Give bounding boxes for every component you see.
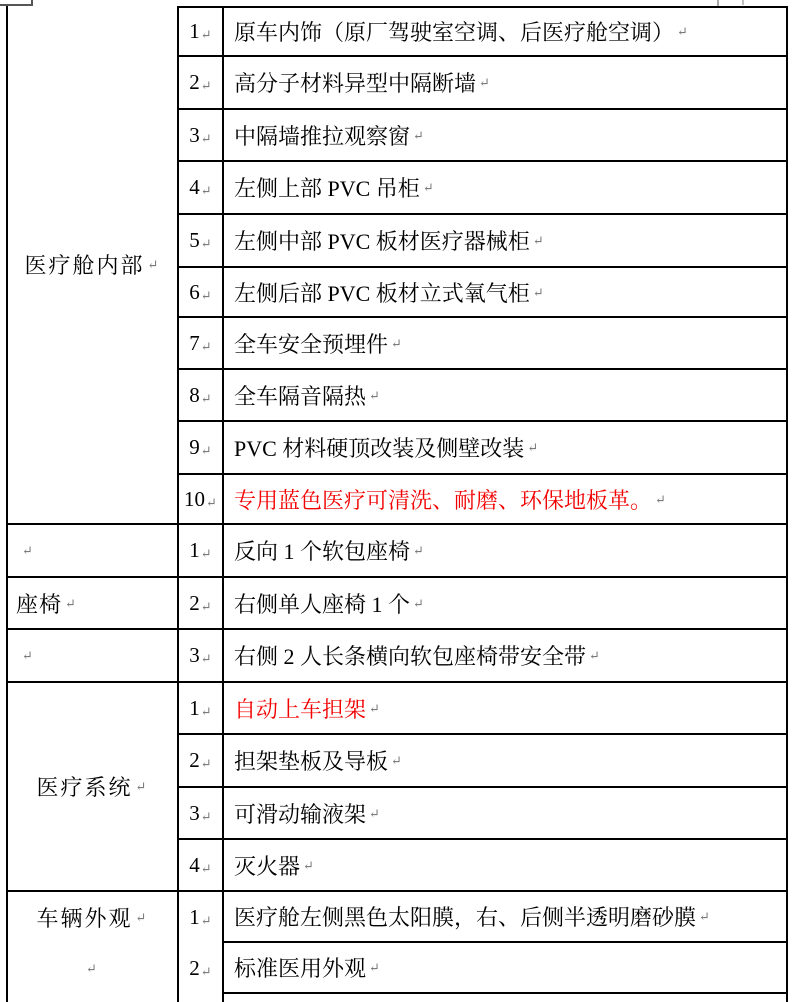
paragraph-mark-icon: ↵ xyxy=(200,598,212,614)
row-content[interactable]: PVC 材料硬顶改装及侧壁改装 ↵ xyxy=(234,436,539,461)
row-number[interactable]: 9 ↵ xyxy=(179,422,224,473)
paragraph-mark-icon: ↵ xyxy=(200,236,212,251)
paragraph-mark-icon: ↵ xyxy=(22,648,34,663)
paragraph-mark-icon: ↵ xyxy=(135,910,149,925)
paragraph-mark-icon: ↵ xyxy=(369,960,380,975)
row-content[interactable]: 右侧 2 人长条横向软包座椅带安全带 ↵ xyxy=(234,644,600,669)
row-number[interactable]: 5 ↵ xyxy=(179,215,224,266)
paragraph-mark-icon: ↵ xyxy=(655,491,666,507)
row-content[interactable]: 右侧单人座椅 1 个 ↵ xyxy=(234,591,424,617)
table-row-cutoff xyxy=(179,994,786,1002)
row-number[interactable]: 3 ↵ xyxy=(179,788,224,838)
paragraph-mark-icon: ↵ xyxy=(200,546,212,561)
highlighted-text: 自动上车担架 xyxy=(234,696,367,722)
paragraph-mark-icon: ↵ xyxy=(200,703,212,719)
row-content[interactable]: 医疗舱左侧黑色太阳膜，右、后侧半透明磨砂膜 ↵ xyxy=(224,892,786,943)
paragraph-mark-icon: ↵ xyxy=(200,808,212,824)
paragraph-mark-icon: ↵ xyxy=(589,648,600,663)
row-number[interactable]: 4 ↵ xyxy=(179,840,224,890)
row-number[interactable]: 4 ↵ xyxy=(179,162,224,213)
paragraph-mark-icon: ↵ xyxy=(369,805,380,821)
table-row xyxy=(179,268,786,318)
row-number[interactable]: 6 ↵ xyxy=(179,268,224,316)
paragraph-mark-icon: ↵ xyxy=(527,440,539,455)
row-number[interactable]: 1 ↵ xyxy=(179,892,224,943)
table-row xyxy=(179,8,786,57)
paragraph-mark-icon: ↵ xyxy=(391,753,402,768)
row-content[interactable]: 担架垫板及导板 ↵ xyxy=(234,749,402,774)
table-row xyxy=(179,840,786,890)
paragraph-mark-icon: ↵ xyxy=(200,130,212,146)
row-content[interactable]: 标准医用外观 ↵ xyxy=(224,943,786,994)
paragraph-mark-icon: ↵ xyxy=(699,909,710,924)
row-number[interactable]: 10 ↵ xyxy=(179,475,224,523)
paragraph-mark-icon: ↵ xyxy=(65,595,77,611)
paragraph-mark-icon: ↵ xyxy=(369,387,380,403)
row-number[interactable]: 1 ↵ xyxy=(179,525,224,576)
paragraph-mark-icon: ↵ xyxy=(200,338,212,354)
category-cell-seats[interactable] xyxy=(8,578,179,628)
row-content[interactable]: 全车安全预埋件 ↵ xyxy=(234,331,402,357)
row-number[interactable]: 1 ↵ xyxy=(179,8,224,55)
row-number[interactable]: 3 ↵ xyxy=(179,630,224,681)
paragraph-mark-icon: ↵ xyxy=(369,700,380,716)
table-row xyxy=(179,943,786,994)
row-number[interactable]: 3 ↵ xyxy=(179,110,224,160)
section-vehicle-exterior xyxy=(8,892,786,1002)
row-content[interactable]: 左侧后部 PVC 板材立式氧气柜 ↵ xyxy=(234,280,544,306)
paragraph-mark-icon: ↵ xyxy=(413,595,424,611)
table-row xyxy=(179,370,786,422)
row-number[interactable]: 2 ↵ xyxy=(179,943,224,994)
paragraph-mark-icon: ↵ xyxy=(479,75,490,90)
row-content[interactable]: 原车内饰（原厂驾驶室空调、后医疗舱空调） ↵ xyxy=(234,20,688,45)
row-number[interactable]: 1 ↵ xyxy=(179,683,224,733)
table-row xyxy=(179,110,786,162)
paragraph-mark-icon: ↵ xyxy=(413,127,424,143)
category-cell-medical-system[interactable] xyxy=(8,683,179,890)
table-row xyxy=(179,57,786,110)
paragraph-mark-icon: ↵ xyxy=(200,390,212,406)
row-content[interactable]: 可滑动输液架 ↵ xyxy=(234,801,380,827)
paragraph-mark-icon: ↵ xyxy=(391,335,402,351)
table-row xyxy=(179,735,786,788)
row-content[interactable]: 左侧上部 PVC 吊柜 ↵ xyxy=(234,176,434,201)
highlighted-text: 专用蓝色医疗可清洗、耐磨、环保地板革。 xyxy=(234,487,653,513)
paragraph-mark-icon: ↵ xyxy=(200,183,212,198)
row-content[interactable]: 灭火器 ↵ xyxy=(234,853,314,879)
table-row xyxy=(179,215,786,268)
row-content[interactable]: 全车隔音隔热 ↵ xyxy=(234,383,380,409)
category-cell-empty[interactable] xyxy=(8,525,179,576)
paragraph-mark-icon: ↵ xyxy=(677,24,688,39)
table-row xyxy=(179,892,786,943)
paragraph-mark-icon: ↵ xyxy=(22,543,34,558)
paragraph-mark-icon: ↵ xyxy=(86,961,99,976)
paragraph-mark-icon: ↵ xyxy=(422,180,434,195)
category-cell-empty[interactable] xyxy=(8,630,179,681)
row-content[interactable]: 中隔墙推拉观察窗 ↵ xyxy=(234,123,424,149)
category-label: 座椅 xyxy=(16,591,63,617)
table-row xyxy=(179,683,786,735)
paragraph-mark-icon: ↵ xyxy=(200,287,212,303)
category-label: 医疗舱内部 xyxy=(24,253,145,278)
section-seats-row xyxy=(8,525,786,578)
paragraph-mark-icon: ↵ xyxy=(413,543,424,558)
row-number[interactable]: 2 ↵ xyxy=(179,735,224,786)
paragraph-mark-icon: ↵ xyxy=(532,233,544,248)
row-content[interactable]: 左侧中部 PVC 板材医疗器械柜 ↵ xyxy=(234,229,544,254)
paragraph-mark-icon: ↵ xyxy=(200,860,212,876)
row-content[interactable]: 反向 1 个软包座椅 ↵ xyxy=(234,539,424,564)
section-seats-row xyxy=(8,578,786,630)
cropped-mark-artifact xyxy=(742,0,744,5)
row-number[interactable]: 8 ↵ xyxy=(179,370,224,420)
row-number[interactable]: 2 ↵ xyxy=(179,57,224,108)
table-row xyxy=(179,422,786,475)
table-row xyxy=(179,475,786,523)
category-cell-medical-cabin-interior[interactable] xyxy=(8,6,179,523)
table-row xyxy=(179,318,786,370)
spec-table xyxy=(6,6,788,1002)
paragraph-mark-icon: ↵ xyxy=(206,494,217,510)
table-row xyxy=(179,788,786,840)
section-medical-system xyxy=(8,683,786,892)
paragraph-mark-icon: ↵ xyxy=(147,257,161,272)
paragraph-mark-icon: ↵ xyxy=(200,913,212,928)
paragraph-mark-icon: ↵ xyxy=(200,443,212,458)
row-content[interactable] xyxy=(224,683,786,733)
paragraph-mark-icon: ↵ xyxy=(200,756,212,771)
paragraph-mark-icon: ↵ xyxy=(532,284,544,300)
row-content[interactable]: 高分子材料异型中隔断墙 ↵ xyxy=(234,71,490,96)
row-number[interactable]: 7 ↵ xyxy=(179,318,224,368)
category-label: 车辆外观 xyxy=(36,906,133,931)
section-seats-row xyxy=(8,630,786,683)
paragraph-mark-icon: ↵ xyxy=(303,857,314,873)
row-content[interactable] xyxy=(224,475,786,523)
paragraph-mark-icon: ↵ xyxy=(200,964,212,979)
section-medical-cabin-interior xyxy=(8,6,786,525)
category-label: 医疗系统 xyxy=(36,775,133,800)
paragraph-mark-icon: ↵ xyxy=(200,78,212,93)
paragraph-mark-icon: ↵ xyxy=(200,27,212,42)
paragraph-mark-icon: ↵ xyxy=(135,779,149,794)
category-cell-vehicle-exterior[interactable] xyxy=(8,892,179,1002)
paragraph-mark-icon: ↵ xyxy=(200,651,212,666)
table-row xyxy=(179,162,786,215)
row-number[interactable]: 2 ↵ xyxy=(179,578,224,628)
